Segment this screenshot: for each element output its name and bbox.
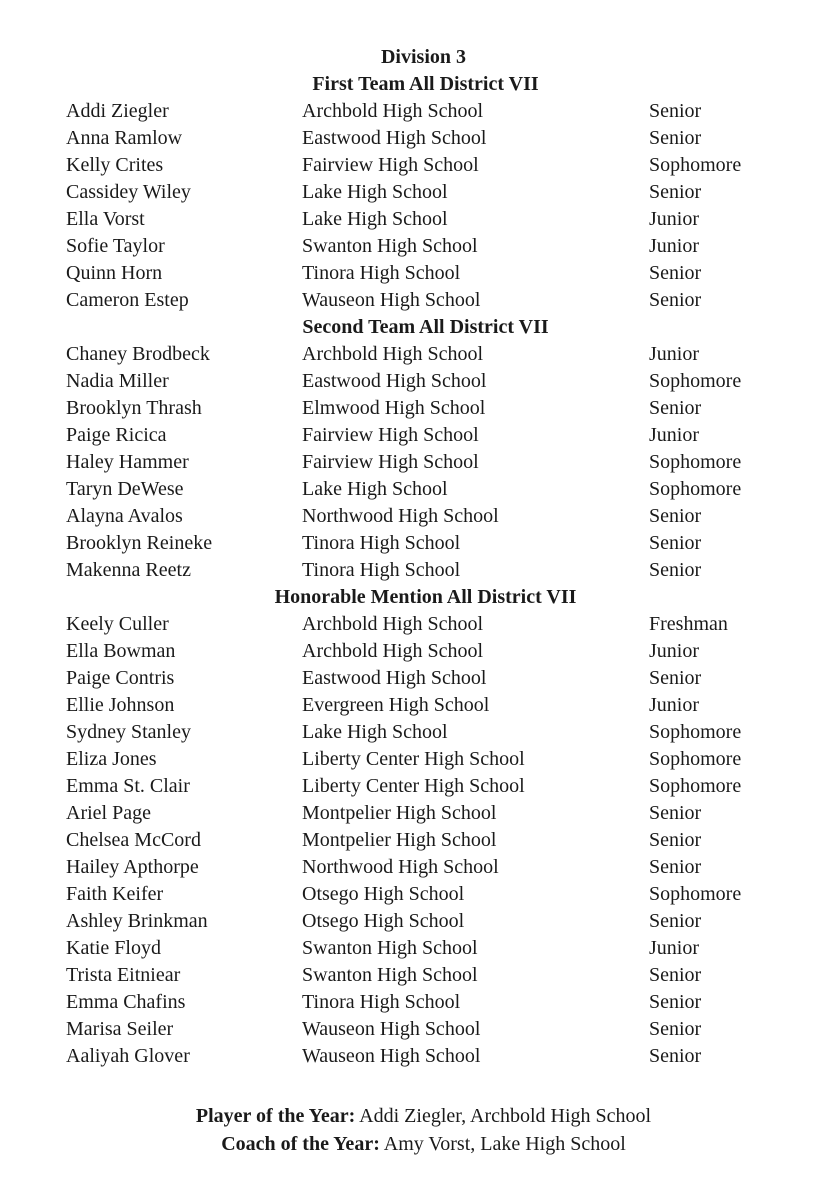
section-heading: Second Team All District VII [302, 316, 549, 338]
player-name: Quinn Horn [66, 262, 163, 284]
player-row [0, 962, 839, 989]
player-row [0, 827, 839, 854]
player-class-year: Senior [649, 802, 702, 824]
team-sections [0, 71, 839, 1070]
player-class-year: Senior [649, 262, 702, 284]
player-name: Keely Culler [66, 613, 169, 635]
section-heading: Honorable Mention All District VII [274, 586, 577, 608]
player-name: Faith Keifer [66, 883, 164, 905]
player-school: Otsego High School [302, 910, 465, 932]
player-class-year: Senior [649, 1045, 702, 1067]
player-school: Wauseon High School [302, 1018, 481, 1040]
player-school: Wauseon High School [302, 1045, 481, 1067]
section-heading: First Team All District VII [312, 73, 539, 95]
player-name: Addi Ziegler [66, 100, 169, 122]
player-row [0, 125, 839, 152]
player-class-year: Senior [649, 100, 702, 122]
player-class-year: Sophomore [649, 775, 742, 797]
player-row [0, 692, 839, 719]
player-name: Brooklyn Reineke [66, 532, 213, 554]
division-title: Division 3 [380, 46, 467, 68]
player-class-year: Sophomore [649, 451, 742, 473]
player-class-year: Junior [649, 235, 699, 257]
player-row [0, 287, 839, 314]
player-name: Cassidey Wiley [66, 181, 191, 203]
player-school: Fairview High School [302, 424, 479, 446]
player-name: Brooklyn Thrash [66, 397, 202, 419]
section-first-team-all-district-vii [0, 71, 839, 314]
player-row [0, 179, 839, 206]
player-name: Chelsea McCord [66, 829, 201, 851]
player-name: Marisa Seiler [66, 1018, 174, 1040]
player-school: Lake High School [302, 478, 448, 500]
player-class-year: Junior [649, 424, 699, 446]
player-row [0, 557, 839, 584]
player-class-year: Junior [649, 694, 699, 716]
player-row [0, 881, 839, 908]
player-school: Fairview High School [302, 154, 479, 176]
player-name: Taryn DeWese [66, 478, 184, 500]
player-school: Tinora High School [302, 559, 461, 581]
player-name: Ellie Johnson [66, 694, 175, 716]
player-name: Sydney Stanley [66, 721, 191, 743]
player-name: Ariel Page [66, 802, 151, 824]
player-school: Northwood High School [302, 856, 499, 878]
player-class-year: Senior [649, 964, 702, 986]
player-class-year: Sophomore [649, 883, 742, 905]
player-name: Eliza Jones [66, 748, 157, 770]
player-name: Alayna Avalos [66, 505, 183, 527]
player-school: Eastwood High School [302, 370, 487, 392]
player-school: Evergreen High School [302, 694, 490, 716]
player-of-the-year-value: Addi Ziegler, Archbold High School [359, 1105, 652, 1127]
player-school: Fairview High School [302, 451, 479, 473]
player-class-year: Junior [649, 937, 699, 959]
player-class-year: Sophomore [649, 370, 742, 392]
player-school: Eastwood High School [302, 127, 487, 149]
player-row [0, 152, 839, 179]
player-school: Liberty Center High School [302, 748, 525, 770]
section-honorable-mention-all-district-vii [0, 584, 839, 1070]
player-school: Wauseon High School [302, 289, 481, 311]
player-row [0, 530, 839, 557]
player-name: Cameron Estep [66, 289, 189, 311]
player-name: Paige Contris [66, 667, 175, 689]
player-row [0, 1043, 839, 1070]
player-of-the-year-label: Player of the Year: [195, 1105, 356, 1127]
player-row [0, 1016, 839, 1043]
player-row [0, 368, 839, 395]
player-class-year: Senior [649, 991, 702, 1013]
player-school: Swanton High School [302, 235, 478, 257]
player-school: Archbold High School [302, 343, 484, 365]
section-second-team-all-district-vii [0, 314, 839, 584]
player-row [0, 449, 839, 476]
player-name: Katie Floyd [66, 937, 161, 959]
player-class-year: Senior [649, 127, 702, 149]
player-name: Ashley Brinkman [66, 910, 208, 932]
player-class-year: Senior [649, 505, 702, 527]
player-row [0, 206, 839, 233]
player-class-year: Senior [649, 559, 702, 581]
player-row [0, 395, 839, 422]
player-school: Lake High School [302, 181, 448, 203]
player-name: Paige Ricica [66, 424, 167, 446]
player-class-year: Junior [649, 640, 699, 662]
player-row [0, 989, 839, 1016]
player-school: Montpelier High School [302, 829, 497, 851]
player-row [0, 746, 839, 773]
player-row [0, 341, 839, 368]
player-class-year: Sophomore [649, 478, 742, 500]
coach-of-the-year-label: Coach of the Year: [221, 1133, 380, 1155]
player-name: Emma St. Clair [66, 775, 190, 797]
coach-of-the-year-value: Amy Vorst, Lake High School [383, 1133, 626, 1155]
player-school: Archbold High School [302, 613, 484, 635]
player-row [0, 854, 839, 881]
player-row [0, 800, 839, 827]
player-row [0, 476, 839, 503]
player-class-year: Senior [649, 829, 702, 851]
player-school: Tinora High School [302, 532, 461, 554]
player-name: Anna Ramlow [66, 127, 183, 149]
player-name: Chaney Brodbeck [66, 343, 210, 365]
player-row [0, 233, 839, 260]
player-class-year: Senior [649, 1018, 702, 1040]
player-row [0, 638, 839, 665]
player-class-year: Sophomore [649, 748, 742, 770]
player-name: Emma Chafins [66, 991, 186, 1013]
player-row [0, 773, 839, 800]
player-row [0, 719, 839, 746]
player-school: Lake High School [302, 208, 448, 230]
player-school: Archbold High School [302, 100, 484, 122]
player-name: Sofie Taylor [66, 235, 165, 257]
player-name: Makenna Reetz [66, 559, 191, 581]
player-row [0, 908, 839, 935]
player-name: Haley Hammer [66, 451, 189, 473]
player-name: Ella Bowman [66, 640, 176, 662]
player-name: Ella Vorst [66, 208, 145, 230]
player-name: Kelly Crites [66, 154, 164, 176]
player-school: Swanton High School [302, 937, 478, 959]
player-school: Elmwood High School [302, 397, 486, 419]
player-class-year: Senior [649, 397, 702, 419]
player-school: Lake High School [302, 721, 448, 743]
roster-document [0, 44, 839, 1070]
player-class-year: Freshman [649, 613, 728, 635]
player-class-year: Junior [649, 208, 699, 230]
player-name: Nadia Miller [66, 370, 169, 392]
player-row [0, 503, 839, 530]
player-school: Otsego High School [302, 883, 465, 905]
player-row [0, 98, 839, 125]
player-class-year: Junior [649, 343, 699, 365]
player-school: Tinora High School [302, 991, 461, 1013]
player-row [0, 260, 839, 287]
player-school: Archbold High School [302, 640, 484, 662]
player-school: Montpelier High School [302, 802, 497, 824]
player-class-year: Sophomore [649, 721, 742, 743]
player-row [0, 935, 839, 962]
player-class-year: Sophomore [649, 154, 742, 176]
player-school: Eastwood High School [302, 667, 487, 689]
player-class-year: Senior [649, 910, 702, 932]
player-name: Aaliyah Glover [66, 1045, 190, 1067]
player-name: Hailey Apthorpe [66, 856, 199, 878]
player-class-year: Senior [649, 856, 702, 878]
player-row [0, 611, 839, 638]
player-row [0, 422, 839, 449]
player-class-year: Senior [649, 181, 702, 203]
player-school: Swanton High School [302, 964, 478, 986]
player-name: Trista Eitniear [66, 964, 181, 986]
player-class-year: Senior [649, 289, 702, 311]
player-school: Northwood High School [302, 505, 499, 527]
player-school: Tinora High School [302, 262, 461, 284]
coach-of-the-year [0, 1130, 839, 1158]
player-school: Liberty Center High School [302, 775, 525, 797]
player-class-year: Senior [649, 532, 702, 554]
player-of-the-year [0, 1102, 839, 1130]
player-row [0, 665, 839, 692]
awards-block [0, 1102, 839, 1158]
player-class-year: Senior [649, 667, 702, 689]
